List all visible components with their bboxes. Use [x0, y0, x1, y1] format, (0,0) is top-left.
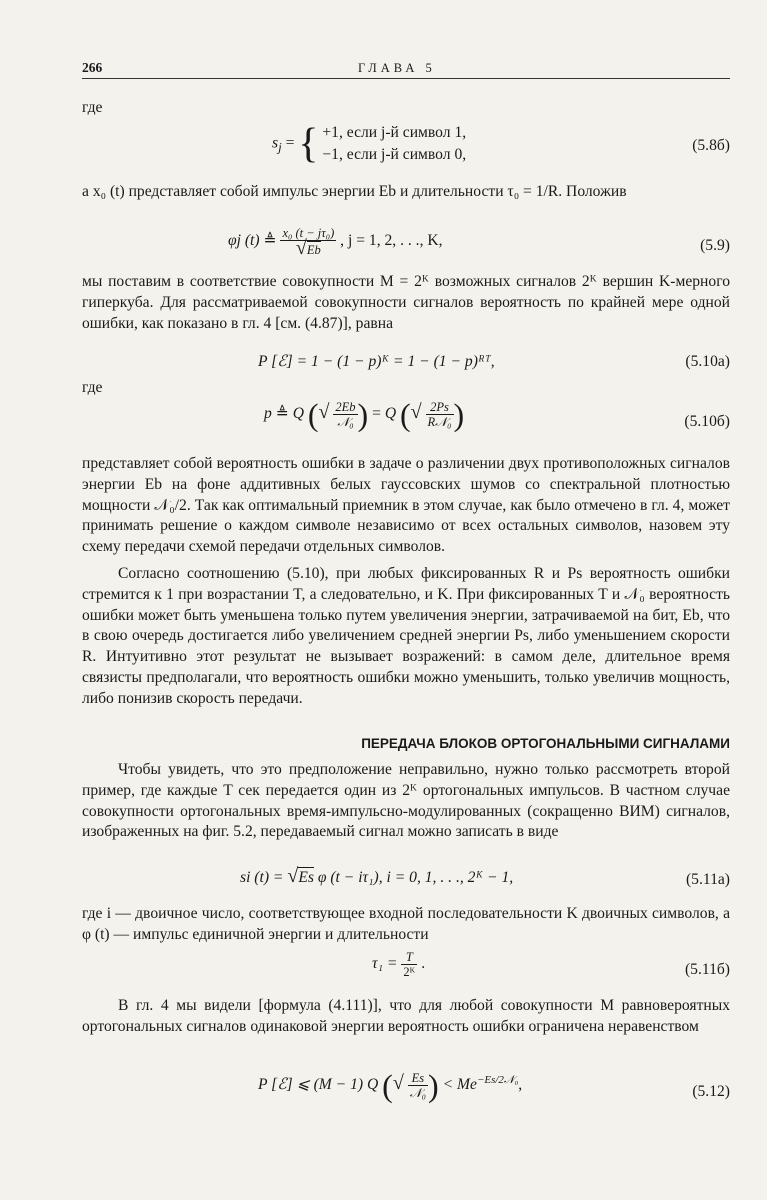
- equation-number: (5.11а): [685, 871, 730, 888]
- paragraph-6: где i — двоичное число, соответствующее входной последовательности K двоичных символов, а φ (t) — импульс единичной энергии и длительности: [82, 905, 730, 943]
- equation-body: φj (t) ≜ $\frac{\text{x₀ (t − jτ₀)}}{√Eb}$ , j = 1, 2, . . ., K,: [228, 226, 443, 259]
- equation-5-10a: P [ℰ] = 1 − (1 − p)ᴷ = 1 − (1 − p)ᴿᵀ, (5.10а): [82, 352, 730, 402]
- paragraph-5: Чтобы увидеть, что это предположение неправильно, нужно только рассмотреть второй пример, где каждые T сек передается один из 2ᴷ ортогональных импульсов. В частном случае совокупности ортогональных время-импульсно-модулированных (сокращенно ВИМ) сигналов, изображенных на фиг. 5.2, передаваемый сигнал можно записать в виде: [82, 761, 730, 841]
- equation-body: τ₁ = $\frac{T}{\text{2ᴷ}}$ .: [372, 950, 426, 979]
- equation-5-8b: [82, 122, 730, 172]
- paragraph-3: представляет собой вероятность ошибки в задаче о различении двух противоположных сигналов энергии Eb на фоне аддитивных белых гауссовских шумов со спектральной плотностью мощности 𝒩₀/2. Так как оптимальный приемник в этом случае, как было отмечено в гл. 4, может принимать решение о каждом символе независимо от всех остальных символов, назовем эту схему передачи схемой передачи отдельных символов.: [82, 455, 730, 556]
- equation-number: (5.8б): [692, 137, 730, 154]
- where-label-1: где: [82, 99, 103, 116]
- case-1: +1, если j-й символ 1,: [322, 124, 467, 141]
- equation-number: (5.10а): [685, 353, 730, 370]
- equation-5-9: [82, 226, 730, 276]
- equation-body: P [ℰ] ⩽ (M − 1) Q (√ $\frac{Es}{\text{𝒩₀}}$ ) < $Me^{-Es/2𝒩_0}$,: [258, 1067, 523, 1104]
- section-heading: ПЕРЕДАЧА БЛОКОВ ОРТОГОНАЛЬНЫМИ СИГНАЛАМИ: [361, 736, 730, 751]
- equation-number: (5.10б): [684, 413, 730, 430]
- equation-body: si (t) = √Es φ (t − iτ₁), i = 0, 1, . . ., 2ᴷ − 1,: [240, 865, 514, 887]
- equation-body: $s_j$ = { +1, если j-й символ 1, −1, если j-й символ 0,: [272, 121, 467, 167]
- equation-body: p ≜ Q (√ $\frac{2Eb}{\text{𝒩₀}}$ ) = Q (√ $\frac{2Ps}{\text{R𝒩₀}}$ ): [264, 396, 465, 433]
- header-rule: [82, 78, 730, 79]
- equation-number: (5.9): [700, 237, 730, 254]
- fraction: $\frac{\text{x₀ (t − jτ₀)}}{√Eb}$: [282, 226, 335, 259]
- equation-5-12: [82, 1067, 730, 1120]
- paragraph-2: мы поставим в соответствие совокупности M = 2ᴷ возможных сигналов 2ᴷ вершин K-мерного гиперкуба. Для рассматриваемой совокупности сигналов вероятность по крайней мере одной ошибки, как показано в гл. 4 [см. (4.87)], равна: [82, 273, 730, 332]
- equation-number: (5.12): [692, 1083, 730, 1100]
- paragraph-1: а x₀ (t) представляет собой импульс энергии Eb и длительности τ₀ = 1/R. Положив: [82, 183, 627, 200]
- case-2: −1, если j-й символ 0,: [322, 146, 467, 163]
- paragraph-7: В гл. 4 мы видели [формула (4.111)], что для любой совокупности M равновероятных ортогональных сигналов одинаковой энергии вероятность ошибки ограничена неравенством: [82, 997, 730, 1035]
- fraction-2: $\frac{2Ps}{\text{R𝒩₀}}$: [427, 400, 452, 429]
- equation-5-11b: [82, 950, 730, 1000]
- chapter-title: ГЛАВА 5: [358, 61, 436, 75]
- where-label-2: где: [82, 379, 103, 396]
- fraction-1: $\frac{2Eb}{\text{𝒩₀}}$: [335, 400, 356, 429]
- equation-number: (5.11б): [684, 961, 730, 978]
- page-number: 266: [82, 60, 103, 75]
- paragraph-4: Согласно соотношению (5.10), при любых фиксированных R и Ps вероятность ошибки стремится к 1 при возрастании T, а следовательно, и K. При фиксированных T и 𝒩₀ вероятность ошибки может быть уменьшена только путем увеличения энергии, затрачиваемой на бит, Eb, что в свою очередь достигается либо увеличением средней энергии Ps, либо уменьшением скорости R. Интуитивно этот результат не вызывает возражений: в самом деле, длительное время связисты предполагали, что вероятность ошибки можно уменьшить, только увеличив мощность, либо понизив скорость передачи.: [82, 565, 730, 707]
- fraction: $\frac{Es}{\text{𝒩₀}}$: [409, 1071, 427, 1101]
- cases: [322, 122, 466, 166]
- fraction: $\frac{T}{\text{2ᴷ}}$: [403, 950, 416, 979]
- equation-5-10b: [82, 396, 730, 450]
- left-brace: {: [298, 121, 319, 167]
